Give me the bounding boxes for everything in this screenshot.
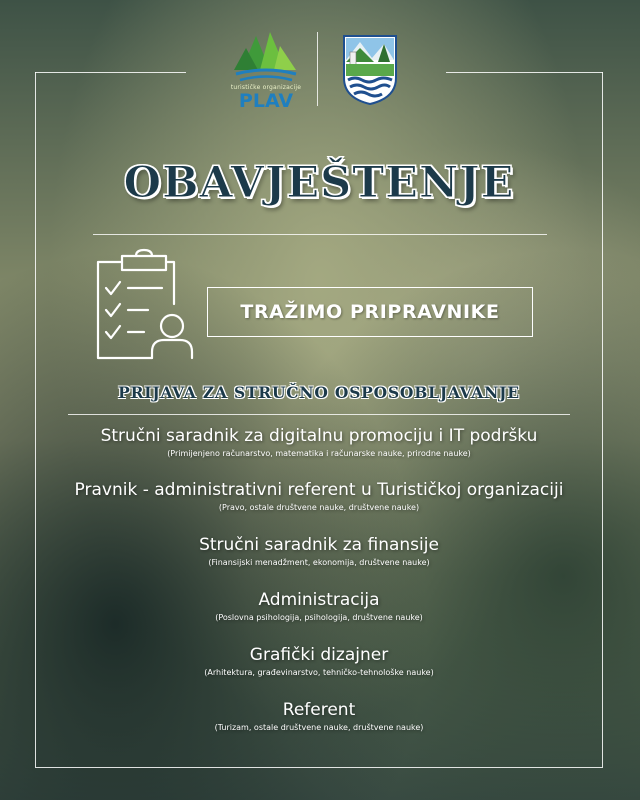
plav-logo-icon <box>226 30 306 88</box>
header-divider <box>317 32 318 106</box>
clipboard-checklist-icon <box>92 248 196 364</box>
position-item <box>35 589 603 644</box>
position-fields: (Arhitektura, građevinarstvo, tehničko-tehnološke nauke) <box>204 668 434 677</box>
frame-side-left-top <box>35 72 36 168</box>
position-item <box>35 644 603 699</box>
position-item <box>35 534 603 589</box>
logo-name: PLAV <box>238 90 294 112</box>
position-fields: (Turizam, ostale društvene nauke, društvene nauke) <box>214 723 424 732</box>
frame-side-right-top <box>602 72 603 168</box>
position-title: Stručni saradnik za digitalnu promociju i IT podršku <box>100 426 538 446</box>
position-fields: (Poslovna psihologija, psihologija, društvene nauke) <box>215 613 423 622</box>
position-fields: (Pravo, ostale društvene nauke, društvene nauke) <box>218 503 420 512</box>
frame-top-right <box>446 72 603 73</box>
position-fields: (Finansijski menadžment, ekonomija, društvene nauke) <box>208 558 430 567</box>
title-underline <box>93 234 547 235</box>
subtitle: PRIJAVA ZA STRUČNO OSPOSOBLJAVANJE <box>118 383 520 402</box>
positions-list <box>35 425 603 749</box>
position-fields: (Primijenjeno računarstvo, matematika i računarske nauke, prirodne nauke) <box>167 449 471 458</box>
plav-logo <box>226 30 306 110</box>
position-title: Stručni saradnik za finansije <box>199 535 439 555</box>
coat-of-arms <box>340 32 400 106</box>
clipboard-icon <box>92 248 196 364</box>
position-title: Pravnik - administrativni referent u Turističkoj organizaciji <box>74 480 564 500</box>
position-item <box>35 479 603 534</box>
position-title: Administracija <box>258 590 380 610</box>
frame-top-left <box>35 72 186 73</box>
position-title: Grafički dizajner <box>249 645 389 665</box>
subtitle-underline <box>68 414 570 415</box>
coat-of-arms-icon <box>340 32 400 106</box>
hiring-badge: TRAŽIMO PRIPRAVNIKE <box>207 287 533 337</box>
position-item <box>35 699 603 749</box>
header <box>186 26 446 110</box>
position-item <box>35 425 603 479</box>
page-title: OBAVJEŠTENJE <box>123 158 515 208</box>
logo-small-text: turističke organizacije <box>230 84 302 91</box>
position-title: Referent <box>282 700 356 720</box>
